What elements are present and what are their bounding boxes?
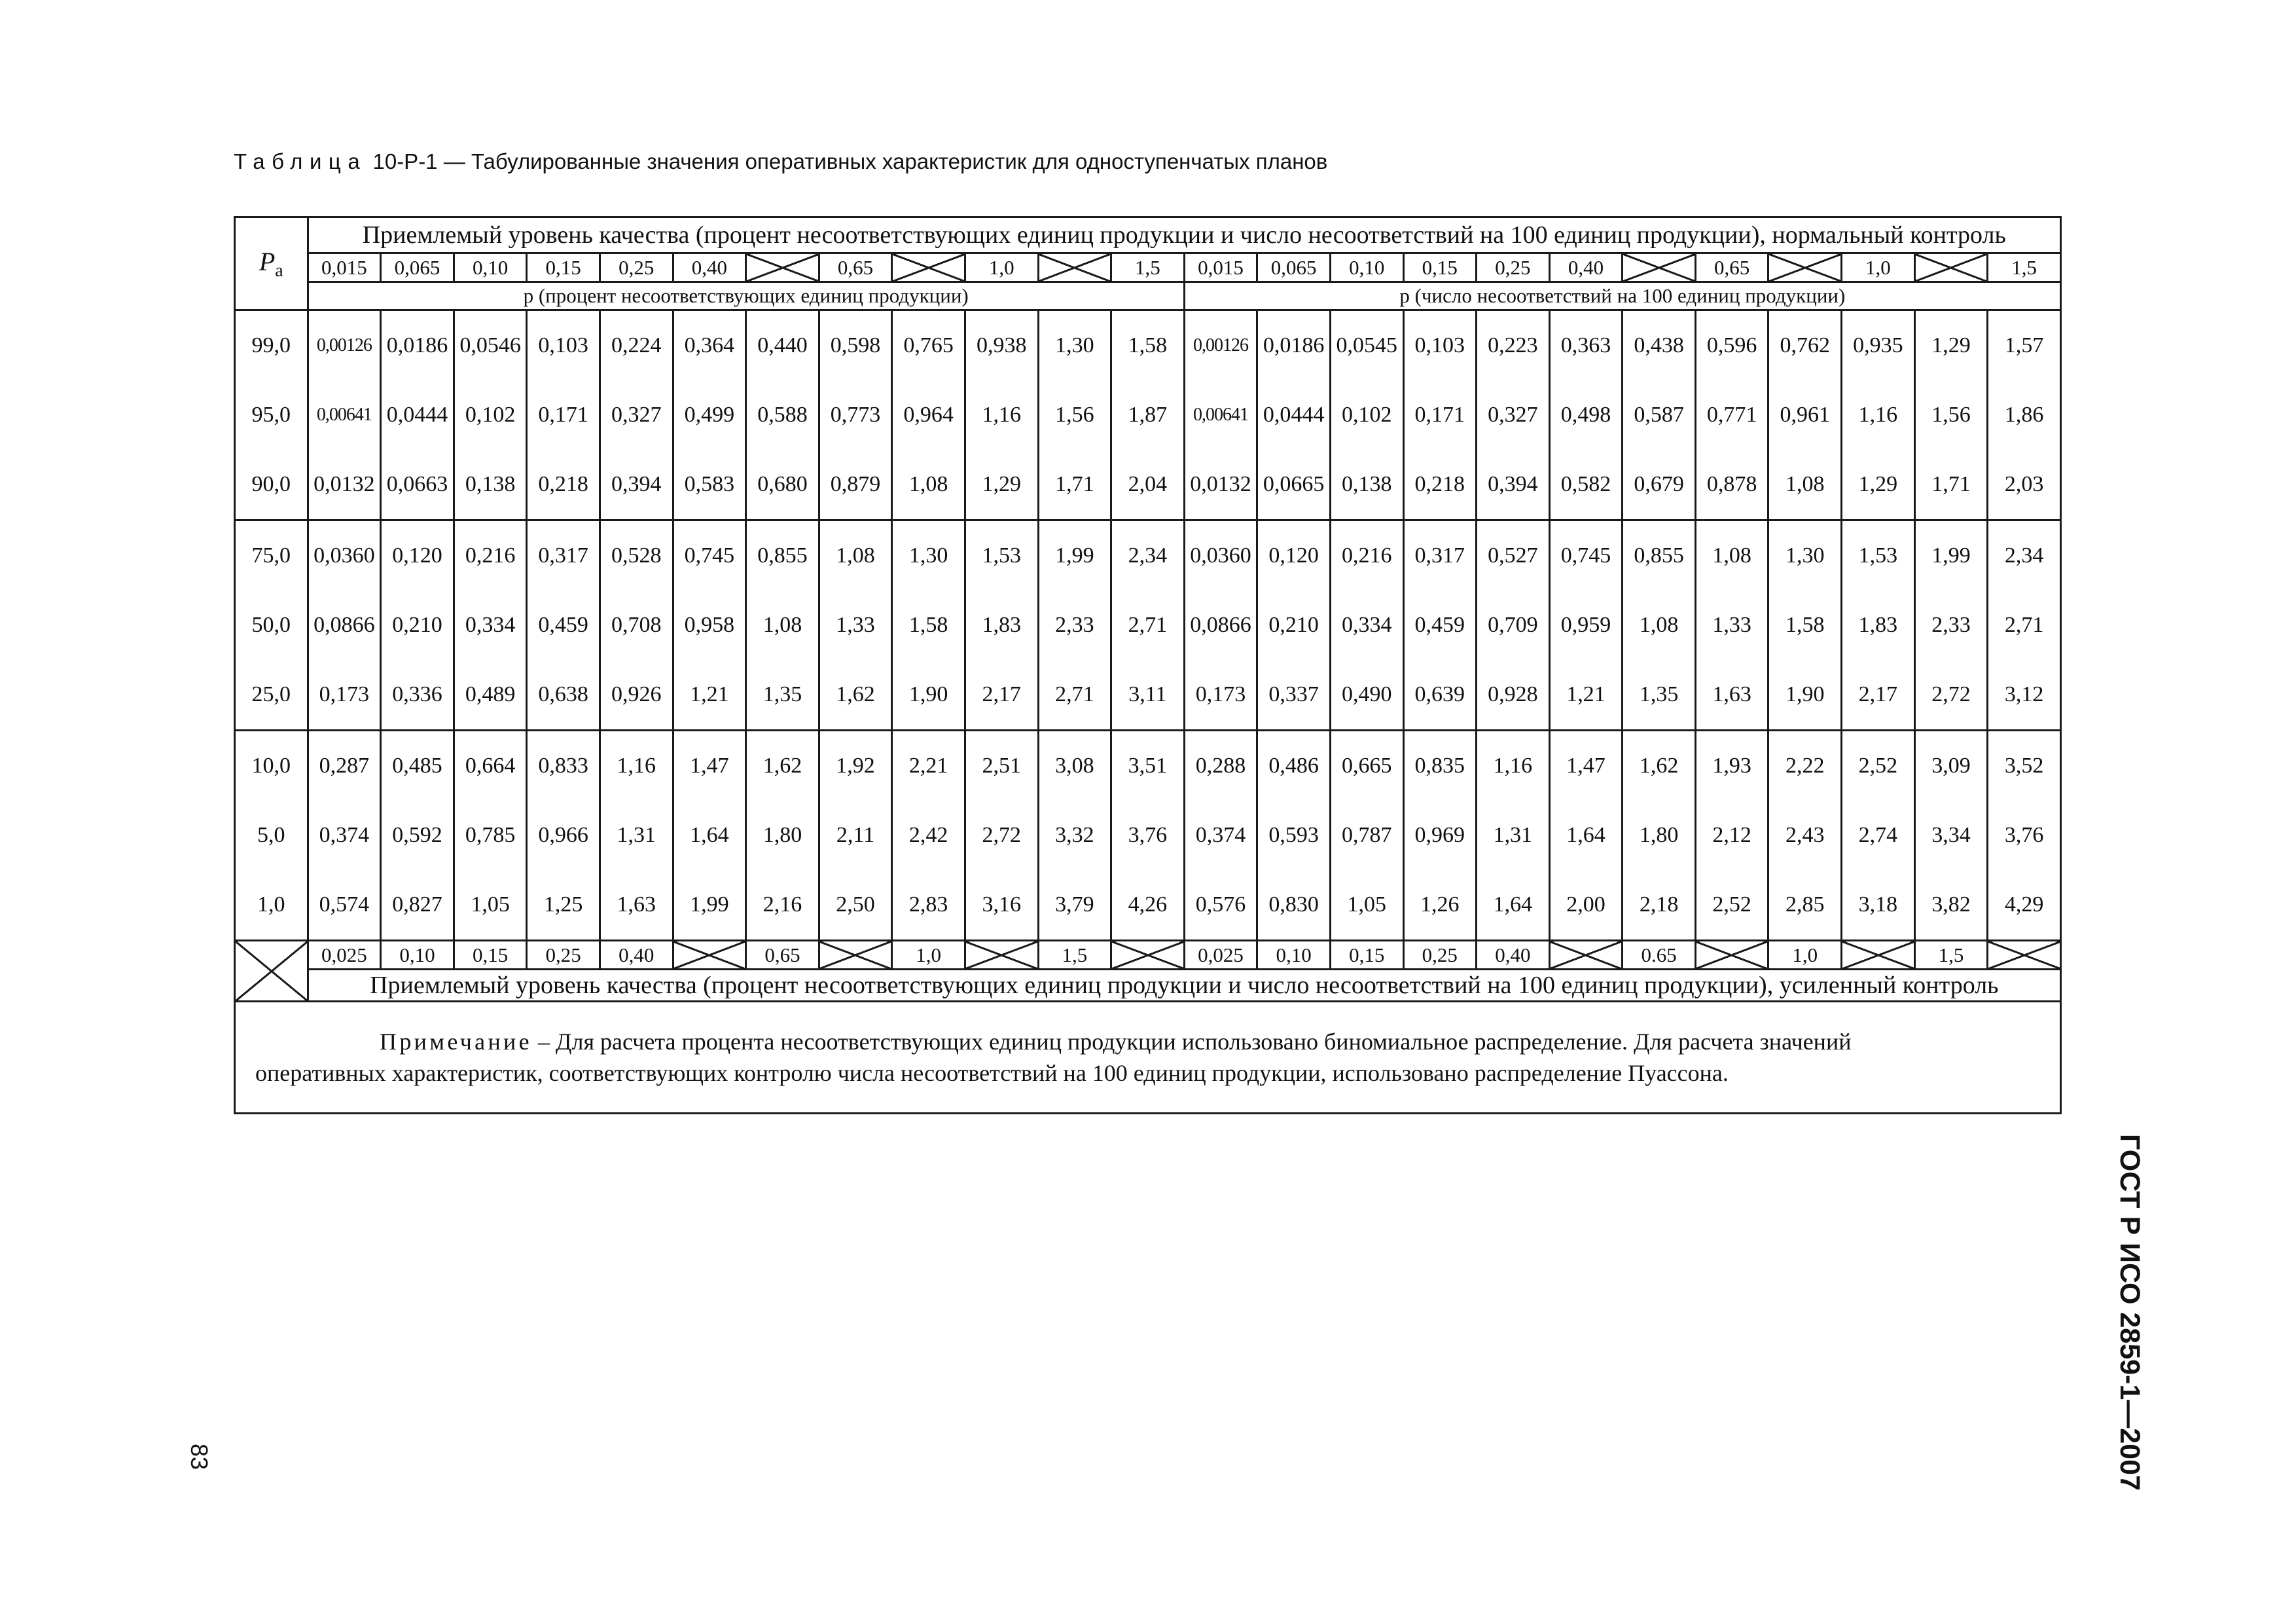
data-cell: 0,0665: [1257, 450, 1331, 520]
pa-symbol: P: [259, 246, 276, 276]
data-cell: 1,83: [965, 591, 1038, 660]
data-cell: 1,58: [892, 591, 965, 660]
data-cell: 2,11: [819, 801, 892, 870]
data-cell: 0,969: [1403, 801, 1477, 870]
crossed-cell: [1549, 941, 1623, 970]
data-cell: 0,0132: [308, 450, 381, 520]
data-cell: 0,210: [1257, 591, 1331, 660]
aql-tightened-value: 1,0: [1768, 941, 1842, 970]
data-cell: 1,64: [673, 801, 746, 870]
data-cell: 0,459: [527, 591, 600, 660]
data-cell: 0,787: [1330, 801, 1403, 870]
pa-value: 1,0: [235, 870, 308, 941]
data-cell: 0,224: [600, 310, 673, 381]
data-cell: 0,120: [1257, 520, 1331, 591]
data-cell: 1,71: [1914, 450, 1988, 520]
data-cell: 1,35: [1623, 660, 1696, 731]
pa-value: 50,0: [235, 591, 308, 660]
data-cell: 1,08: [1768, 450, 1842, 520]
aql-normal-value: 0,40: [673, 253, 746, 282]
data-cell: 1,56: [1038, 380, 1111, 450]
data-cell: 0,138: [1330, 450, 1403, 520]
data-cell: 2,03: [1988, 450, 2061, 520]
data-cell: 3,82: [1914, 870, 1988, 941]
crossed-cell: [673, 941, 746, 970]
data-cell: 2,74: [1842, 801, 1915, 870]
aql-tightened-value: 0,15: [454, 941, 527, 970]
table-caption: [234, 149, 1327, 174]
data-cell: 0,103: [527, 310, 600, 381]
caption-text: 10-Р-1 — Табулированные значения оперативных характеристик для одноступенчатых планов: [372, 149, 1328, 173]
data-cell: 1,08: [1695, 520, 1768, 591]
data-cell: 0,592: [381, 801, 454, 870]
data-cell: 0,498: [1549, 380, 1623, 450]
data-cell: 0,639: [1403, 660, 1477, 731]
aql-tightened-value: 0,40: [1477, 941, 1550, 970]
data-cell: 0,440: [746, 310, 819, 381]
data-cell: 0,0663: [381, 450, 454, 520]
data-cell: 0,171: [527, 380, 600, 450]
data-cell: 0,218: [527, 450, 600, 520]
data-cell: 0,327: [600, 380, 673, 450]
crossed-cell: [1768, 253, 1842, 282]
crossed-cell: [1988, 941, 2061, 970]
data-cell: 0,173: [1184, 660, 1257, 731]
data-cell: 0,102: [1330, 380, 1403, 450]
data-cell: 1,31: [600, 801, 673, 870]
sub-header-per-hundred: p (число несоответствий на 100 единиц продукции): [1184, 282, 2060, 310]
data-cell: 1,62: [819, 660, 892, 731]
data-cell: 3,32: [1038, 801, 1111, 870]
data-cell: 0,665: [1330, 731, 1403, 801]
tightened-control-header: Приемлемый уровень качества (процент несоответствующих единиц продукции и число несоответствий на 100 единиц продукции), усиленный контроль: [308, 970, 2060, 1002]
data-cell: 0,0186: [381, 310, 454, 381]
data-cell: 0,374: [1184, 801, 1257, 870]
data-cell: 1,29: [965, 450, 1038, 520]
data-cell: 1,33: [819, 591, 892, 660]
data-cell: 1,63: [600, 870, 673, 941]
data-cell: 1,58: [1111, 310, 1185, 381]
data-cell: 0,287: [308, 731, 381, 801]
data-cell: 3,51: [1111, 731, 1185, 801]
data-cell: 0,0866: [308, 591, 381, 660]
data-cell: 1,99: [673, 870, 746, 941]
data-cell: 1,31: [1477, 801, 1550, 870]
aql-tightened-value: 0,25: [1403, 941, 1477, 970]
pa-header: [235, 217, 308, 310]
pa-value: 90,0: [235, 450, 308, 520]
data-cell: 1,62: [746, 731, 819, 801]
data-cell: 0,0360: [1184, 520, 1257, 591]
standard-code: ГОСТ Р ИСО 2859-1—2007: [2114, 1134, 2145, 1491]
data-cell: 1,86: [1988, 380, 2061, 450]
data-cell: 0,317: [527, 520, 600, 591]
data-cell: 2,17: [1842, 660, 1915, 731]
pa-value: 99,0: [235, 310, 308, 381]
caption-label: Таблица: [234, 149, 367, 173]
pa-value: 10,0: [235, 731, 308, 801]
data-cell: 0,485: [381, 731, 454, 801]
data-cell: 0,966: [527, 801, 600, 870]
data-cell: 1,21: [1549, 660, 1623, 731]
data-cell: 0,0866: [1184, 591, 1257, 660]
data-cell: 0,336: [381, 660, 454, 731]
data-cell: 0,958: [673, 591, 746, 660]
data-cell: 0,588: [746, 380, 819, 450]
aql-tightened-value: 0,10: [1257, 941, 1331, 970]
aql-normal-value: 0,015: [308, 253, 381, 282]
sub-header-percent: p (процент несоответствующих единиц продукции): [308, 282, 1184, 310]
data-cell: 0,680: [746, 450, 819, 520]
data-cell: 0,574: [308, 870, 381, 941]
data-cell: 0,00126: [308, 310, 381, 381]
data-cell: 1,56: [1914, 380, 1988, 450]
data-cell: 2,51: [965, 731, 1038, 801]
data-cell: 0,959: [1549, 591, 1623, 660]
pa-value: 75,0: [235, 520, 308, 591]
data-cell: 0,0545: [1330, 310, 1403, 381]
data-cell: 0,745: [1549, 520, 1623, 591]
data-cell: 0,138: [454, 450, 527, 520]
data-cell: 0,964: [892, 380, 965, 450]
data-cell: 0,833: [527, 731, 600, 801]
data-cell: 0,855: [1623, 520, 1696, 591]
pa-value: 25,0: [235, 660, 308, 731]
data-cell: 3,52: [1988, 731, 2061, 801]
aql-tightened-value: 0,65: [746, 941, 819, 970]
data-cell: 0,490: [1330, 660, 1403, 731]
data-cell: 2,50: [819, 870, 892, 941]
data-cell: 0,216: [1330, 520, 1403, 591]
aql-normal-value: 0,10: [1330, 253, 1403, 282]
data-cell: 0,489: [454, 660, 527, 731]
data-cell: 0,762: [1768, 310, 1842, 381]
data-cell: 3,79: [1038, 870, 1111, 941]
data-cell: 0,935: [1842, 310, 1915, 381]
aql-tightened-value: 0,025: [308, 941, 381, 970]
data-cell: 0,337: [1257, 660, 1331, 731]
data-cell: 2,72: [965, 801, 1038, 870]
data-cell: 0,363: [1549, 310, 1623, 381]
data-cell: 2,12: [1695, 801, 1768, 870]
aql-normal-value: 0,065: [381, 253, 454, 282]
data-cell: 0,0444: [381, 380, 454, 450]
data-cell: 0,664: [454, 731, 527, 801]
data-cell: 1,47: [1549, 731, 1623, 801]
data-cell: 0,679: [1623, 450, 1696, 520]
aql-normal-value: 0,25: [600, 253, 673, 282]
data-cell: 0,218: [1403, 450, 1477, 520]
data-cell: 0,210: [381, 591, 454, 660]
data-cell: 1,16: [1842, 380, 1915, 450]
data-cell: 0,587: [1623, 380, 1696, 450]
data-cell: 0,926: [600, 660, 673, 731]
aql-normal-value: 1,5: [1988, 253, 2061, 282]
data-cell: 1,05: [1330, 870, 1403, 941]
aql-tightened-value: 0,40: [600, 941, 673, 970]
data-cell: 0,216: [454, 520, 527, 591]
data-cell: 0,00641: [308, 380, 381, 450]
data-cell: 0,394: [1477, 450, 1550, 520]
data-cell: 1,29: [1842, 450, 1915, 520]
data-cell: 1,90: [892, 660, 965, 731]
aql-normal-value: 0,10: [454, 253, 527, 282]
data-cell: 3,34: [1914, 801, 1988, 870]
data-cell: 0,827: [381, 870, 454, 941]
data-cell: 3,76: [1988, 801, 2061, 870]
crossed-cell: [892, 253, 965, 282]
data-cell: 1,35: [746, 660, 819, 731]
aql-normal-value: 0,15: [527, 253, 600, 282]
data-cell: 2,16: [746, 870, 819, 941]
data-cell: 1,64: [1477, 870, 1550, 941]
data-cell: 1,92: [819, 731, 892, 801]
data-cell: 1,25: [527, 870, 600, 941]
crossed-cell: [1842, 941, 1915, 970]
data-cell: 2,22: [1768, 731, 1842, 801]
aql-tightened-value: 1,5: [1914, 941, 1988, 970]
data-cell: 0,596: [1695, 310, 1768, 381]
oc-table: [234, 216, 2062, 1114]
data-cell: 1,08: [746, 591, 819, 660]
aql-normal-value: 0,065: [1257, 253, 1331, 282]
data-cell: 2,42: [892, 801, 965, 870]
data-cell: 0,745: [673, 520, 746, 591]
data-cell: 1,29: [1914, 310, 1988, 381]
data-cell: 3,08: [1038, 731, 1111, 801]
data-cell: 3,09: [1914, 731, 1988, 801]
data-cell: 2,33: [1914, 591, 1988, 660]
aql-normal-value: 0,015: [1184, 253, 1257, 282]
data-cell: 1,87: [1111, 380, 1185, 450]
aql-tightened-value: 1,5: [1038, 941, 1111, 970]
data-cell: 4,26: [1111, 870, 1185, 941]
data-cell: 0,879: [819, 450, 892, 520]
aql-tightened-value: 0.65: [1623, 941, 1696, 970]
data-cell: 0,785: [454, 801, 527, 870]
data-cell: 0,0360: [308, 520, 381, 591]
aql-tightened-value: 0,25: [527, 941, 600, 970]
data-cell: 0,364: [673, 310, 746, 381]
data-cell: 1,30: [1768, 520, 1842, 591]
data-cell: 3,16: [965, 870, 1038, 941]
data-cell: 1,30: [1038, 310, 1111, 381]
data-cell: 1,08: [819, 520, 892, 591]
crossed-cell: [1623, 253, 1696, 282]
data-cell: 1,53: [965, 520, 1038, 591]
data-cell: 1,80: [746, 801, 819, 870]
data-cell: 0,709: [1477, 591, 1550, 660]
data-cell: 2,18: [1623, 870, 1696, 941]
data-cell: 0,171: [1403, 380, 1477, 450]
data-cell: 0,499: [673, 380, 746, 450]
data-cell: 0,438: [1623, 310, 1696, 381]
data-cell: 2,85: [1768, 870, 1842, 941]
data-cell: 0,102: [454, 380, 527, 450]
data-cell: 0,765: [892, 310, 965, 381]
data-cell: 2,83: [892, 870, 965, 941]
note-text-1: – Для расчета процента несоответствующих единиц продукции использовано биномиальное распределение. Для расчета значений: [531, 1029, 1852, 1055]
data-cell: 1,62: [1623, 731, 1696, 801]
data-cell: 0,394: [600, 450, 673, 520]
note-text-2: оперативных характеристик, соответствующих контролю числа несоответствий на 100 единиц продукции, использовано распределение Пуассона.: [255, 1060, 1729, 1086]
data-cell: 1,47: [673, 731, 746, 801]
data-cell: 2,71: [1111, 591, 1185, 660]
data-cell: 0,0444: [1257, 380, 1331, 450]
data-cell: 3,18: [1842, 870, 1915, 941]
data-cell: 0,327: [1477, 380, 1550, 450]
aql-normal-value: 0,25: [1477, 253, 1550, 282]
data-cell: 2,21: [892, 731, 965, 801]
aql-normal-value: 0,65: [819, 253, 892, 282]
data-cell: 0,0186: [1257, 310, 1331, 381]
data-cell: 2,04: [1111, 450, 1185, 520]
data-cell: 0,576: [1184, 870, 1257, 941]
data-cell: 2,72: [1914, 660, 1988, 731]
data-cell: 2,71: [1988, 591, 2061, 660]
crossed-cell: [965, 941, 1038, 970]
data-cell: 0,708: [600, 591, 673, 660]
data-cell: 1,64: [1549, 801, 1623, 870]
aql-tightened-value: 0,10: [381, 941, 454, 970]
aql-tightened-value: 1,0: [892, 941, 965, 970]
data-cell: 1,33: [1695, 591, 1768, 660]
data-cell: 2,17: [965, 660, 1038, 731]
data-cell: 0,459: [1403, 591, 1477, 660]
pa-subscript: a: [275, 260, 283, 281]
data-cell: 1,80: [1623, 801, 1696, 870]
crossed-cell: [1914, 253, 1988, 282]
data-cell: 2,43: [1768, 801, 1842, 870]
data-cell: 3,76: [1111, 801, 1185, 870]
data-cell: 1,99: [1038, 520, 1111, 591]
data-cell: 0,334: [454, 591, 527, 660]
crossed-cell: [1695, 941, 1768, 970]
data-cell: 3,12: [1988, 660, 2061, 731]
data-cell: 2,00: [1549, 870, 1623, 941]
data-cell: 0,583: [673, 450, 746, 520]
data-cell: 1,53: [1842, 520, 1915, 591]
data-cell: 0,223: [1477, 310, 1550, 381]
corner-crossed-cell: [235, 941, 308, 1002]
data-cell: 0,830: [1257, 870, 1331, 941]
data-cell: 0,103: [1403, 310, 1477, 381]
data-cell: 1,57: [1988, 310, 2061, 381]
data-cell: 1,93: [1695, 731, 1768, 801]
page-number: 83: [186, 1444, 213, 1470]
data-cell: 2,34: [1988, 520, 2061, 591]
data-cell: 1,16: [965, 380, 1038, 450]
data-cell: 0,835: [1403, 731, 1477, 801]
data-cell: 0,173: [308, 660, 381, 731]
data-cell: 2,33: [1038, 591, 1111, 660]
data-cell: 0,593: [1257, 801, 1331, 870]
data-cell: 1,21: [673, 660, 746, 731]
aql-normal-value: 0,65: [1695, 253, 1768, 282]
data-cell: 1,83: [1842, 591, 1915, 660]
aql-normal-value: 0,15: [1403, 253, 1477, 282]
data-cell: 0,771: [1695, 380, 1768, 450]
data-cell: 0,582: [1549, 450, 1623, 520]
data-cell: 0,773: [819, 380, 892, 450]
data-cell: 1,71: [1038, 450, 1111, 520]
data-cell: 0,120: [381, 520, 454, 591]
data-cell: 2,52: [1842, 731, 1915, 801]
pa-value: 95,0: [235, 380, 308, 450]
data-cell: 1,99: [1914, 520, 1988, 591]
aql-tightened-value: 0,025: [1184, 941, 1257, 970]
data-cell: 2,34: [1111, 520, 1185, 591]
pa-value: 5,0: [235, 801, 308, 870]
data-cell: 1,16: [600, 731, 673, 801]
data-cell: 1,30: [892, 520, 965, 591]
data-cell: 2,52: [1695, 870, 1768, 941]
crossed-cell: [1111, 941, 1185, 970]
data-cell: 0,855: [746, 520, 819, 591]
data-cell: 0,486: [1257, 731, 1331, 801]
data-cell: 1,26: [1403, 870, 1477, 941]
data-cell: 0,00126: [1184, 310, 1257, 381]
data-cell: 0,528: [600, 520, 673, 591]
table-note: [235, 1002, 2061, 1114]
aql-tightened-value: 0,15: [1330, 941, 1403, 970]
note-label: Примечание: [380, 1029, 532, 1055]
crossed-cell: [1038, 253, 1111, 282]
aql-normal-value: 1,0: [965, 253, 1038, 282]
crossed-cell: [819, 941, 892, 970]
normal-control-header: Приемлемый уровень качества (процент несоответствующих единиц продукции и число несоответствий на 100 единиц продукции), нормальный контроль: [308, 217, 2060, 253]
aql-normal-value: 1,5: [1111, 253, 1185, 282]
data-cell: 1,08: [892, 450, 965, 520]
data-cell: 0,928: [1477, 660, 1550, 731]
data-cell: 0,961: [1768, 380, 1842, 450]
data-cell: 0,638: [527, 660, 600, 731]
data-cell: 1,63: [1695, 660, 1768, 731]
data-cell: 1,05: [454, 870, 527, 941]
data-cell: 1,90: [1768, 660, 1842, 731]
data-cell: 1,16: [1477, 731, 1550, 801]
data-cell: 0,317: [1403, 520, 1477, 591]
data-cell: 0,0546: [454, 310, 527, 381]
aql-normal-value: 0,40: [1549, 253, 1623, 282]
data-cell: 3,11: [1111, 660, 1185, 731]
data-cell: 4,29: [1988, 870, 2061, 941]
data-cell: 0,938: [965, 310, 1038, 381]
data-cell: 0,878: [1695, 450, 1768, 520]
data-cell: 0,00641: [1184, 380, 1257, 450]
data-cell: 2,71: [1038, 660, 1111, 731]
data-cell: 0,334: [1330, 591, 1403, 660]
data-cell: 1,08: [1623, 591, 1696, 660]
data-cell: 0,598: [819, 310, 892, 381]
crossed-cell: [746, 253, 819, 282]
data-cell: 0,288: [1184, 731, 1257, 801]
data-cell: 1,58: [1768, 591, 1842, 660]
aql-normal-value: 1,0: [1842, 253, 1915, 282]
data-cell: 0,374: [308, 801, 381, 870]
data-cell: 0,527: [1477, 520, 1550, 591]
data-cell: 0,0132: [1184, 450, 1257, 520]
